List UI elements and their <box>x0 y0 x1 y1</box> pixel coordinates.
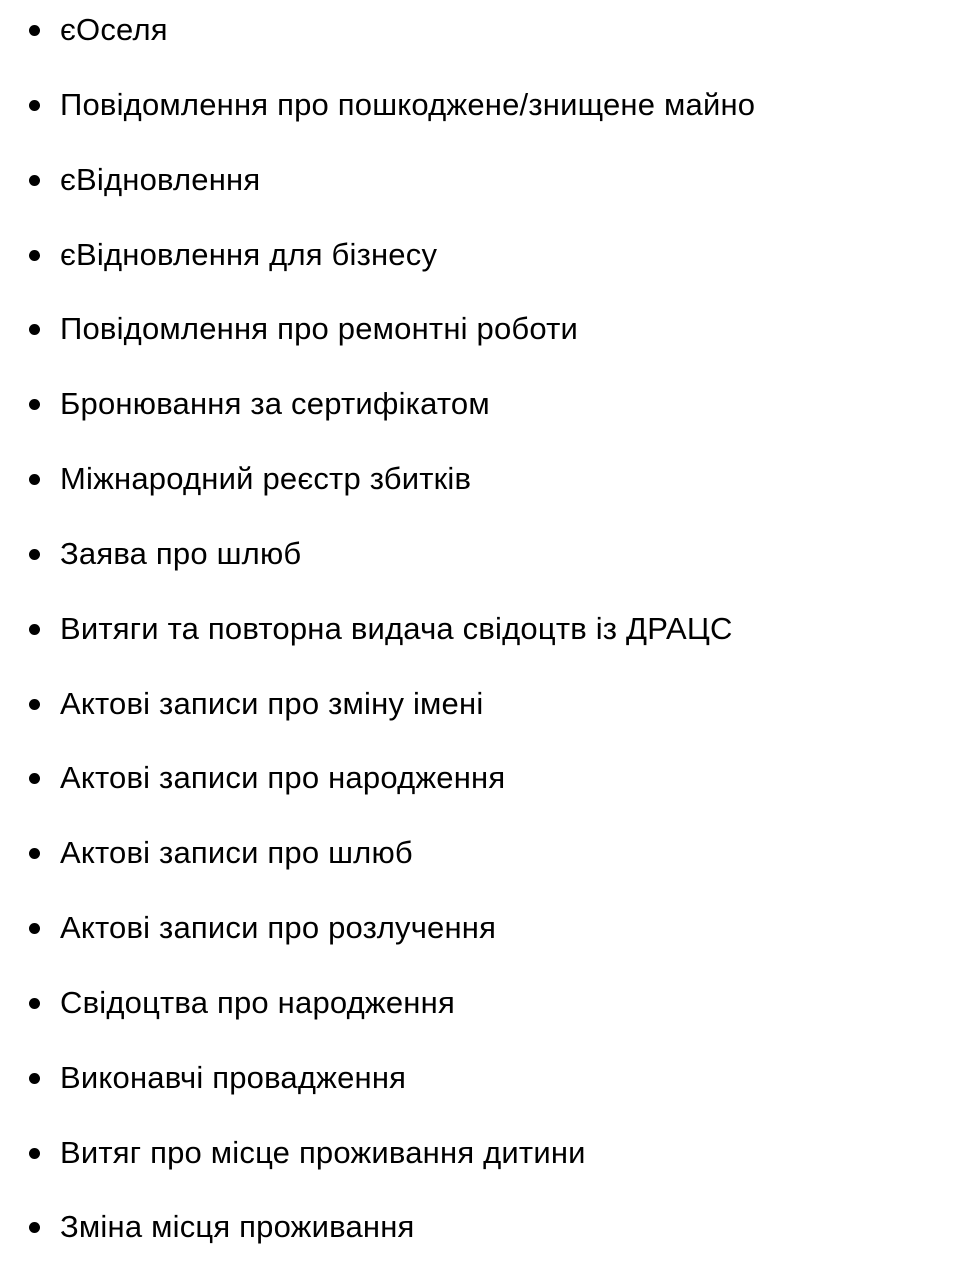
list-item-label: єВідновлення для бізнесу <box>60 237 438 272</box>
bullet-icon <box>29 848 40 859</box>
list-item-label: Міжнародний реєстр збитків <box>60 461 472 496</box>
list-item-label: Повідомлення про ремонтні роботи <box>60 311 579 346</box>
list-item <box>0 908 963 948</box>
bullet-icon <box>29 1222 40 1233</box>
list-item <box>0 10 963 50</box>
list-item-label: Витяги та повторна видача свідоцтв із ДРАЦС <box>60 611 733 646</box>
bullet-icon <box>29 998 40 1009</box>
bullet-icon <box>29 399 40 410</box>
bullet-icon <box>29 175 40 186</box>
list-item <box>0 1058 963 1098</box>
bullet-icon <box>29 250 40 261</box>
list-item <box>0 833 963 873</box>
bullet-icon <box>29 1073 40 1084</box>
bullet-icon <box>29 549 40 560</box>
list-item-label: Бронювання за сертифікатом <box>60 386 490 421</box>
bullet-icon <box>29 25 40 36</box>
list-item-label: Виконавчі провадження <box>60 1060 407 1095</box>
list-item <box>0 684 963 724</box>
bullet-icon <box>29 923 40 934</box>
list-item <box>0 1133 963 1173</box>
list-item-label: Повідомлення про пошкоджене/знищене майно <box>60 87 756 122</box>
list-item-label: єВідновлення <box>60 162 261 197</box>
list-item-label: Витяг про місце проживання дитини <box>60 1135 586 1170</box>
list-item <box>0 983 963 1023</box>
list-item <box>0 459 963 499</box>
list-item-label: Актові записи про народження <box>60 760 506 795</box>
list-item <box>0 309 963 349</box>
list-item <box>0 609 963 649</box>
bullet-icon <box>29 324 40 335</box>
bullet-icon <box>29 699 40 710</box>
list-item-label: Актові записи про шлюб <box>60 835 413 870</box>
list-item <box>0 758 963 798</box>
bullet-icon <box>29 773 40 784</box>
list-item <box>0 160 963 200</box>
list-item <box>0 85 963 125</box>
list-item <box>0 1207 963 1247</box>
bullet-icon <box>29 1148 40 1159</box>
list-item-label: Актові записи про розлучення <box>60 910 497 945</box>
list-item-label: єОселя <box>60 12 168 47</box>
bullet-icon <box>29 624 40 635</box>
list-item <box>0 534 963 574</box>
list-item <box>0 384 963 424</box>
list-item-label: Свідоцтва про народження <box>60 985 455 1020</box>
bullet-icon <box>29 100 40 111</box>
list-item-label: Заява про шлюб <box>60 536 302 571</box>
bullet-icon <box>29 474 40 485</box>
list-item-label: Зміна місця проживання <box>60 1209 415 1244</box>
list-item <box>0 235 963 275</box>
list-item-label: Актові записи про зміну імені <box>60 686 484 721</box>
